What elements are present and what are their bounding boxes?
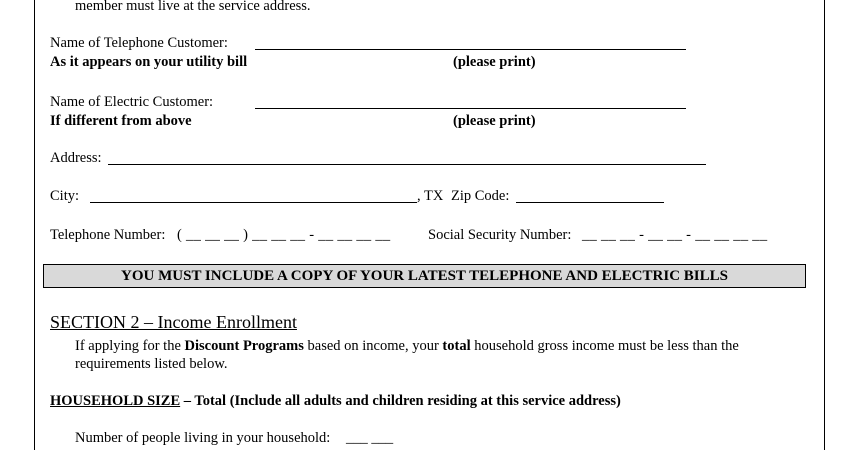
electric-customer-hint: (please print) <box>453 113 536 129</box>
telephone-number-label: Telephone Number: <box>50 227 166 243</box>
zip-code-input[interactable] <box>516 184 664 203</box>
bills-notice-box <box>43 264 806 288</box>
telephone-customer-label: Name of Telephone Customer: <box>50 35 228 51</box>
form-border-right <box>824 0 825 450</box>
electric-customer-sublabel: If different from above <box>50 113 192 129</box>
electric-customer-name-input[interactable] <box>255 90 686 109</box>
electric-customer-label: Name of Electric Customer: <box>50 94 214 110</box>
telephone-customer-sublabel: As it appears on your utility bill <box>50 54 248 70</box>
discount-programs-text: Discount Programs <box>184 338 304 354</box>
address-input[interactable] <box>108 146 706 165</box>
section-2-title-text: SECTION 2 – Income Enrollment <box>50 312 297 332</box>
residency-note: member must live at the service address. <box>75 0 311 14</box>
telephone-customer-hint: (please print) <box>453 54 536 70</box>
city-label: City: <box>50 188 80 204</box>
income-paragraph-part-3: household gross income must be less than the <box>470 338 739 354</box>
household-size-heading-underlined: HOUSEHOLD SIZE <box>50 393 181 409</box>
income-paragraph-line-2: requirements listed below. <box>75 356 228 372</box>
household-size-heading <box>50 393 621 410</box>
telephone-customer-name-input[interactable] <box>255 31 686 50</box>
ssn-label: Social Security Number: <box>428 227 572 243</box>
form-border-left <box>34 0 35 450</box>
address-label: Address: <box>50 150 102 166</box>
telephone-number-blanks[interactable]: ( __ __ __ ) __ __ __ - __ __ __ __ <box>177 227 391 243</box>
household-count-label: Number of people living in your household: <box>75 430 331 446</box>
state-suffix: , TX <box>417 188 444 204</box>
income-paragraph-line-1 <box>75 338 739 355</box>
household-count-blanks[interactable]: ___ ___ <box>346 430 394 446</box>
zip-code-label: Zip Code: <box>451 188 510 204</box>
section-2-title <box>50 312 297 333</box>
income-paragraph-part-2: based on income, your <box>303 338 443 354</box>
bills-notice-text: YOU MUST INCLUDE A COPY OF YOUR LATEST TELEPHONE AND ELECTRIC BILLS <box>121 268 728 284</box>
city-input[interactable] <box>90 184 417 203</box>
total-text: total <box>442 338 471 354</box>
household-size-heading-rest: – Total (Include all adults and children residing at this service address) <box>180 393 621 409</box>
income-paragraph-part-1: If applying for the <box>75 338 185 354</box>
ssn-blanks[interactable]: __ __ __ - __ __ - __ __ __ __ <box>582 227 768 243</box>
